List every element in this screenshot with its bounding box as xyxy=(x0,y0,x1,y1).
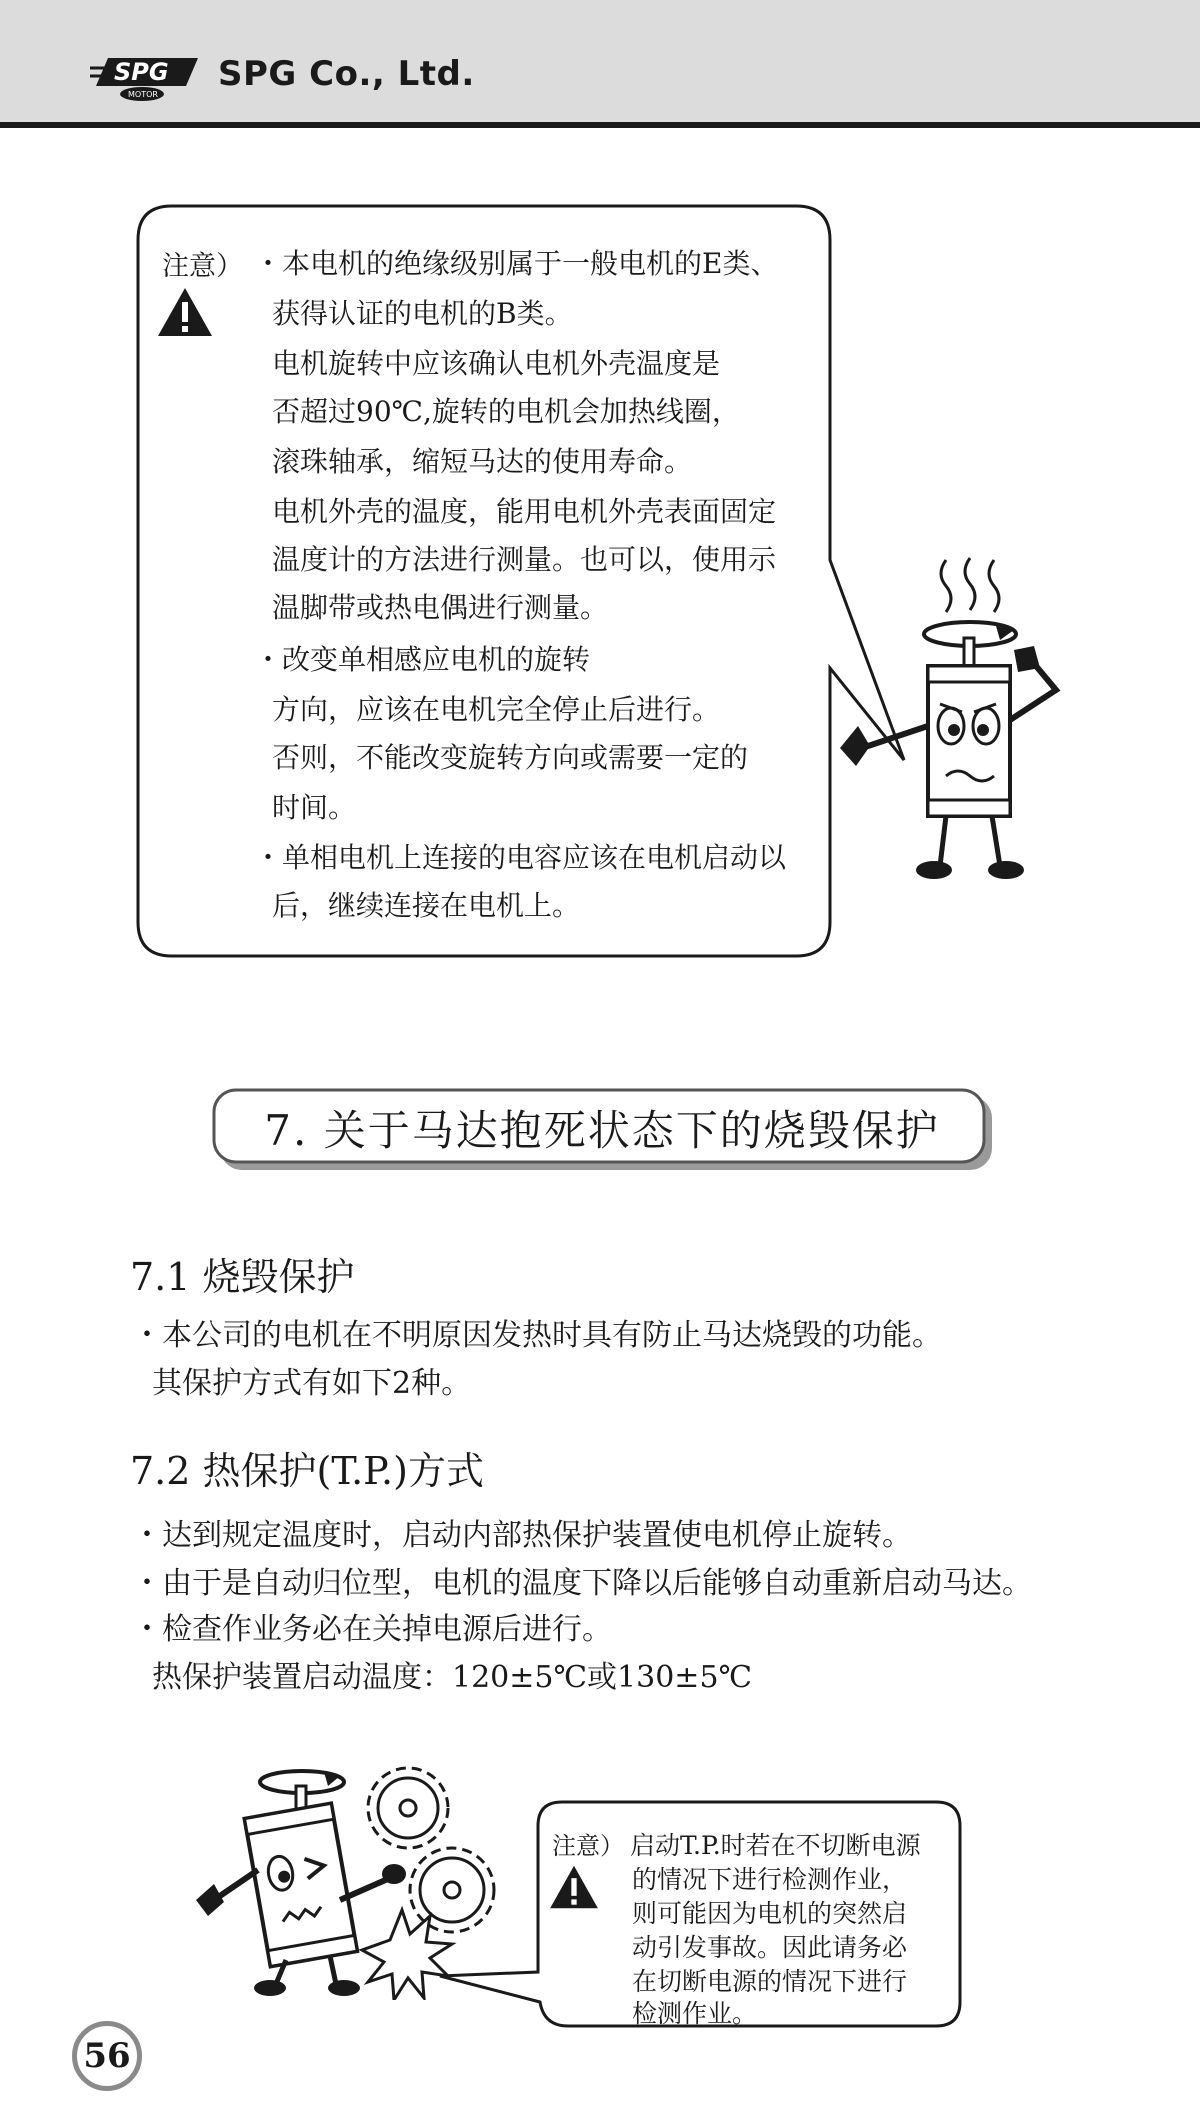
caution2-line-6: 检测作业。 xyxy=(632,1999,758,2028)
caution2-line-2: 的情况下进行检测作业， xyxy=(632,1865,908,1894)
page-number: 56 xyxy=(72,2021,142,2091)
caution-line-4: 否超过90℃,旋转的电机会加热线圈， xyxy=(272,395,740,428)
caution-line-3: 电机旋转中应该确认电机外壳温度是 xyxy=(272,347,721,380)
caution-line-14: 后，继续连接在电机上。 xyxy=(272,889,581,922)
s71-line-2: 其保护方式有如下2种。 xyxy=(152,1366,472,1401)
heading-7-1: 7.1 烧毁保护 xyxy=(130,1255,355,1299)
warning-icon-bottom xyxy=(548,1864,600,1910)
heading-7-2: 7.2 热保护(T.P.)方式 xyxy=(130,1449,484,1493)
caution2-line-4: 动引发事故。因此请务必 xyxy=(632,1933,908,1962)
caution2-line-5: 在切断电源的情况下进行 xyxy=(632,1967,908,1996)
caution-line-1: ・本电机的绝缘级别属于一般电机的E类、 xyxy=(254,247,779,280)
caution-line-5: 滚珠轴承，缩短马达的使用寿命。 xyxy=(272,445,693,478)
logo-subtext: MOTOR xyxy=(128,90,158,99)
caution-line-12: 时间。 xyxy=(272,791,357,824)
caution-line-10: 方向，应该在电机完全停止后进行。 xyxy=(272,693,721,726)
s72-line-2: ・由于是自动归位型，电机的温度下降以后能够自动重新启动马达。 xyxy=(132,1566,1032,1601)
caution-line-6: 电机外壳的温度，能用电机外壳表面固定 xyxy=(272,495,777,528)
s71-line-1: ・本公司的电机在不明原因发热时具有防止马达烧毁的功能。 xyxy=(132,1318,942,1353)
caution-label-bottom: 注意） xyxy=(552,1832,624,1860)
caution-line-7: 温度计的方法进行测量。也可以，使用示 xyxy=(272,543,777,576)
caution2-line-1: 启动T.P.时若在不切断电源 xyxy=(630,1831,921,1860)
s72-line-4: 热保护装置启动温度：120±5℃或130±5℃ xyxy=(152,1660,753,1695)
s72-line-3: ・检查作业务必在关掉电源后进行。 xyxy=(132,1612,612,1647)
caution-line-13: ・单相电机上连接的电容应该在电机启动以 xyxy=(254,841,787,874)
caution-line-11: 否则，不能改变旋转方向或需要一定的 xyxy=(272,741,749,774)
logo-text: SPG xyxy=(114,58,169,86)
caution-label: 注意） xyxy=(162,251,243,282)
caution-line-2: 获得认证的电机的B类。 xyxy=(272,297,573,330)
caution-line-8: 温脚带或热电偶进行测量。 xyxy=(272,591,609,624)
company-name: SPG Co., Ltd. xyxy=(218,54,475,94)
section-title: 7. 关于马达抱死状态下的烧毁保护 xyxy=(264,1106,940,1155)
caution-line-9: ・改变单相感应电机的旋转 xyxy=(254,643,591,676)
s72-line-1: ・达到规定温度时，启动内部热保护装置使电机停止旋转。 xyxy=(132,1518,912,1553)
caution2-line-3: 则可能因为电机的突然启 xyxy=(632,1899,908,1928)
